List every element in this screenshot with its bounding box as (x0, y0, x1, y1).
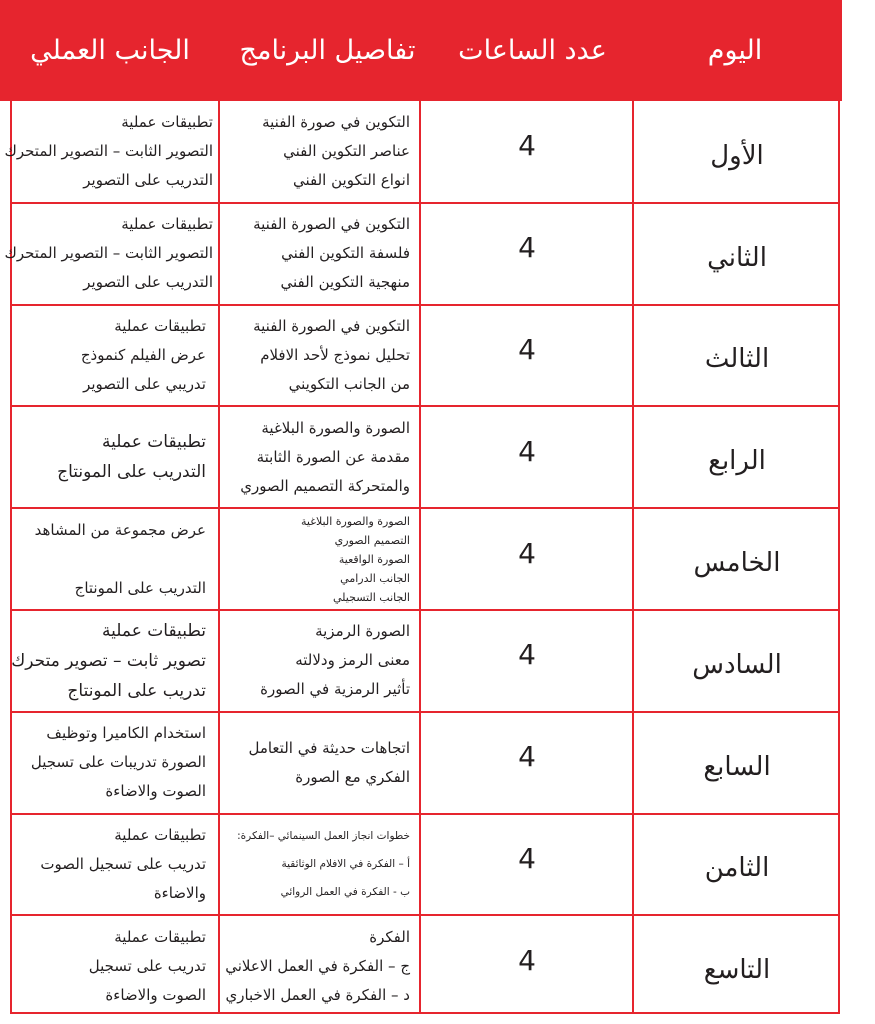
details-line: الجانب الدرامي (340, 571, 410, 585)
header-details: تفاصيل البرنامج (239, 35, 416, 66)
details-cell (224, 712, 410, 814)
hours-cell: 4 (518, 434, 536, 468)
details-cell (224, 814, 410, 916)
practical-cell (4, 101, 213, 203)
details-cell (224, 508, 410, 610)
hours-cell: 4 (518, 332, 536, 366)
practical-line: التدريب على المونتاج (74, 578, 206, 597)
practical-line: الصورة تدريبات على تسجيل (30, 753, 206, 772)
practical-line: تطبيقات عملية (102, 620, 206, 641)
header-practical: الجانب العملي (30, 35, 190, 66)
practical-cell (4, 203, 213, 305)
details-line: تحليل نموذج لأحد الافلام (260, 345, 410, 364)
details-cell (224, 203, 410, 305)
practical-cell (10, 406, 206, 508)
hours-cell: 4 (518, 231, 536, 265)
hours-cell: 4 (518, 841, 536, 875)
details-line: عناصر التكوين الفني (283, 142, 410, 161)
day-cell: التاسع (703, 955, 771, 986)
practical-line: تطبيقات عملية (114, 927, 206, 946)
practical-line: الصوت والاضاءة (105, 782, 206, 801)
practical-cell (10, 610, 206, 712)
practical-line: تطبيقات عملية (114, 825, 206, 844)
practical-line: تطبيقات عملية (121, 113, 213, 132)
day-cell: السابع (703, 751, 771, 782)
practical-line: التصوير الثابت – التصوير المتحرك (4, 142, 213, 161)
day-cell: الأول (710, 140, 764, 171)
details-line: مقدمة عن الصورة الثابتة (256, 447, 410, 466)
table-row (10, 305, 840, 407)
details-line: التصميم الصوري (334, 533, 410, 547)
practical-cell (10, 305, 206, 407)
practical-line: والاضاءة (153, 883, 206, 902)
practical-line: التدريب على التصوير (83, 171, 213, 190)
details-line: اتجاهات حديثة في التعامل (248, 738, 410, 757)
hours-cell: 4 (518, 943, 536, 977)
practical-line: عرض مجموعة من المشاهد (34, 520, 206, 539)
details-cell (224, 101, 410, 203)
practical-line (10, 545, 206, 574)
practical-line: تطبيقات عملية (114, 316, 206, 335)
day-cell: السادس (692, 649, 782, 680)
practical-cell (10, 814, 206, 916)
details-line: التكوين في صورة الفنية (262, 113, 410, 132)
details-line: ج – الفكرة في العمل الاعلاني (225, 956, 410, 975)
table-row (10, 915, 840, 1017)
table-row (10, 610, 840, 712)
details-cell (224, 610, 410, 712)
practical-cell (10, 508, 206, 610)
practical-line: التدريب على التصوير (83, 273, 213, 292)
details-line: الصورة والصورة البلاغية (261, 418, 410, 437)
details-cell (224, 305, 410, 407)
header-hours: عدد الساعات (458, 35, 607, 66)
table-header (0, 0, 842, 101)
day-cell: الخامس (693, 548, 781, 579)
details-line: والمتحركة التصميم الصوري (240, 476, 410, 495)
practical-cell (10, 915, 206, 1017)
practical-line: تصوير ثابت – تصوير متحرك (11, 650, 206, 671)
details-line: التكوين في الصورة الفنية (253, 215, 410, 234)
details-line: الصورة الواقعية (338, 552, 410, 566)
table-row (4, 101, 840, 203)
day-cell: الرابع (708, 446, 766, 477)
details-cell (224, 406, 410, 508)
details-line: أ – الفكرة في الافلام الوثائقية (281, 858, 410, 871)
day-cell: الثالث (704, 344, 770, 375)
practical-line: استخدام الكاميرا وتوظيف (46, 724, 206, 743)
hours-cell: 4 (518, 740, 536, 774)
table-row (10, 406, 840, 508)
details-line: التكوين في الصورة الفنية (253, 316, 410, 335)
practical-line: تدريب على تسجيل (88, 956, 206, 975)
practical-line: التدريب على المونتاج (57, 462, 206, 483)
practical-line: تطبيقات عملية (102, 432, 206, 453)
details-line: خطوات انجاز العمل السينمائي –الفكرة: (237, 830, 410, 843)
details-line: تأثير الرمزية في الصورة (260, 680, 410, 699)
details-line: معنى الرمز ودلالته (295, 651, 410, 670)
table-row (10, 508, 840, 610)
hours-cell: 4 (518, 638, 536, 672)
details-line: الفكرة (369, 927, 410, 946)
details-line: من الجانب التكويني (288, 374, 410, 393)
details-line: الصورة والصورة البلاغية (301, 514, 410, 528)
details-line: فلسفة التكوين الفني (281, 244, 410, 263)
table-row (10, 712, 840, 814)
header-day: اليوم (707, 35, 763, 66)
details-line: الفكري مع الصورة (295, 767, 410, 786)
practical-line: تدريب على تسجيل الصوت (40, 854, 206, 873)
details-line: ب - الفكرة في العمل الروائي (280, 886, 410, 899)
table-row (4, 203, 840, 305)
practical-line: عرض الفيلم كنموذج (80, 345, 206, 364)
day-cell: الثامن (704, 853, 770, 884)
hours-cell: 4 (518, 536, 536, 570)
details-line: الجانب التسجيلي (333, 590, 410, 604)
practical-line: الصوت والاضاءة (105, 985, 206, 1004)
practical-line: التصوير الثابت – التصوير المتحرك (4, 244, 213, 263)
day-cell: الثاني (707, 242, 767, 273)
practical-line: تدريب على المونتاج (67, 680, 206, 701)
details-line: انواع التكوين الفني (293, 171, 410, 190)
details-line: منهجية التكوين الفني (280, 273, 410, 292)
details-line: الصورة الرمزية (315, 622, 410, 641)
practical-cell (10, 712, 206, 814)
table-row (10, 814, 840, 916)
practical-line: تطبيقات عملية (121, 215, 213, 234)
details-line: د – الفكرة في العمل الاخباري (225, 985, 410, 1004)
practical-line: تدريبي على التصوير (83, 374, 206, 393)
details-cell (224, 915, 410, 1017)
hours-cell: 4 (518, 129, 536, 163)
